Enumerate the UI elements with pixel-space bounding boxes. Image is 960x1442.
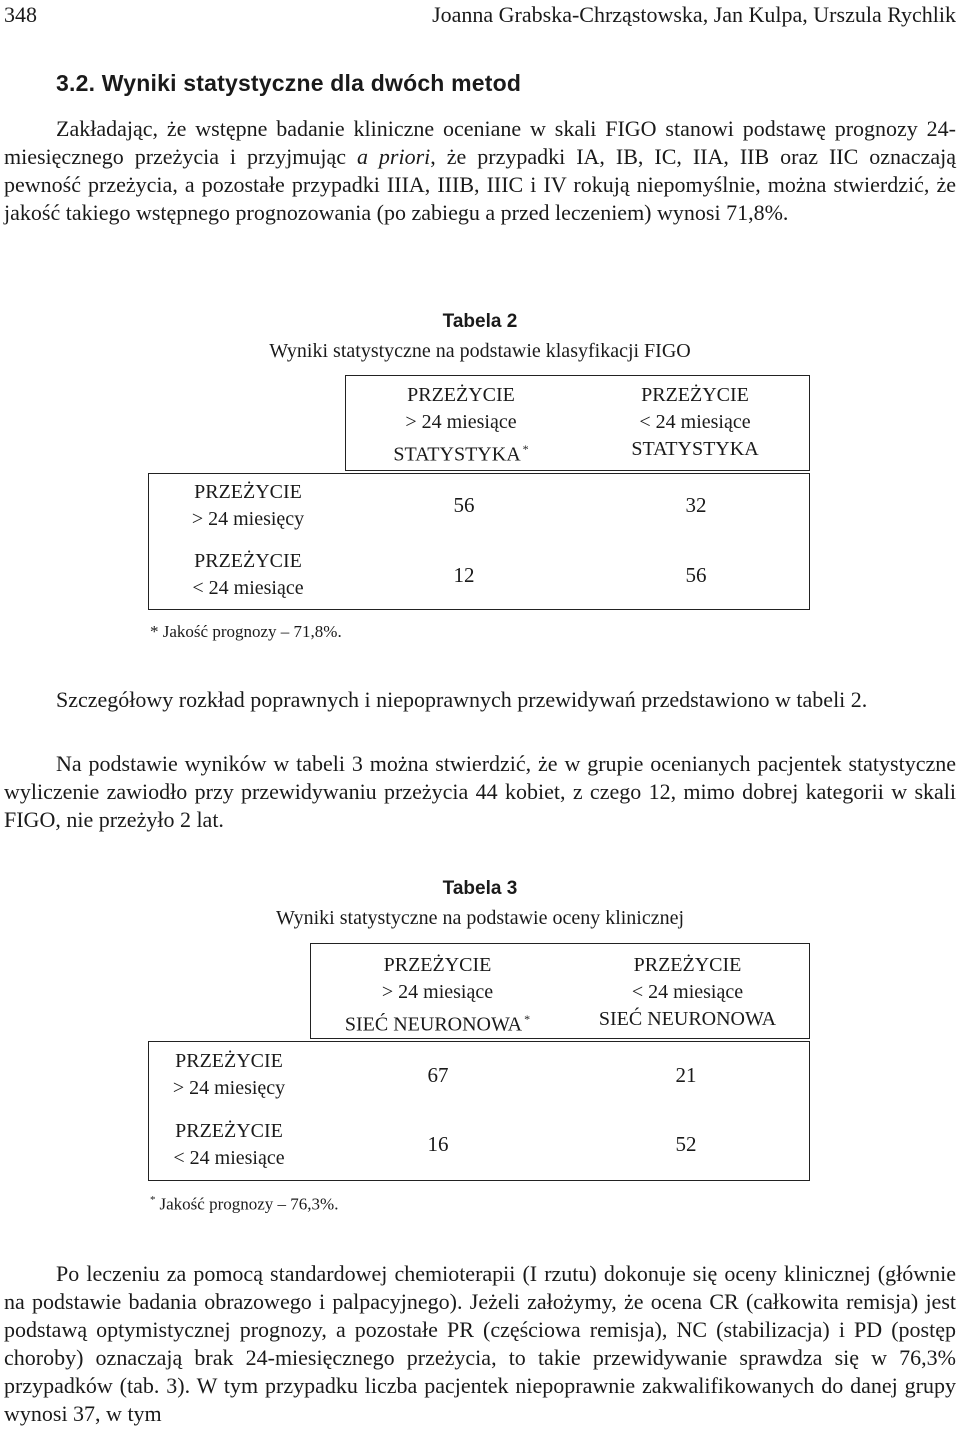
section-title: 3.2. Wyniki statystyczne dla dwóch metod — [56, 70, 522, 96]
table2-row1-line2: > 24 miesięcy — [191, 508, 305, 530]
running-head-authors: Joanna Grabska-Chrząstowska, Jan Kulpa, Urszula Rychlik — [432, 2, 956, 27]
table2-col1-line1: PRZEŻYCIE — [407, 384, 515, 406]
table2-footnote: * Jakość prognozy – 71,8%. — [150, 622, 342, 641]
table3-footnote-mark: * — [150, 1194, 156, 1206]
table3-col1-header — [310, 952, 565, 1039]
paragraph-intro-part1: Zakładając, że wstępne badanie kliniczne oceniane w skali FIGO stanowi podstawę prognozy 24-miesięcznego przeżycia i przyjmując — [4, 116, 956, 169]
table3-cell-r1c2: 21 — [675, 1063, 697, 1087]
table2-row2-line1: PRZEŻYCIE — [194, 550, 302, 572]
table2-title: Wyniki statystyczne na podstawie klasyfikacji FIGO — [269, 340, 691, 362]
paragraph-intro — [4, 115, 956, 227]
paragraph-table3-discussion: Na podstawie wyników w tabeli 3 można stwierdzić, że w grupie ocenianych pacjentek statystyczne wyliczenie zawiodło przy przewidywaniu przeżycia 44 kobiet, z czego 12, mimo dobrej kategorii w skali FIGO, nie przeżyło 2 lat. — [4, 751, 956, 832]
table3-col1-line3: SIEĆ NEURONOWA — [344, 1013, 523, 1036]
page-header — [0, 0, 960, 30]
table3-cell-r1c1: 67 — [427, 1063, 449, 1087]
table3-col2-line2: < 24 miesiące — [631, 981, 744, 1003]
table2-label: Tabela 2 — [442, 311, 518, 332]
table2-row1-header — [148, 479, 348, 533]
table3-col2-line3: SIEĆ NEURONOWA — [598, 1008, 777, 1030]
table2-row2-line2: < 24 miesiące — [192, 577, 304, 599]
paragraph-post-treatment: Po leczeniu za pomocą standardowej chemioterapii (I rzutu) dokonuje się oceny klinicznej (głównie na podstawie badania obrazowego i palpacyjnego). Jeżeli założymy, że ocena CR (całkowita remisja) jest podstawą optymistycznej prognozy, a pozostałe PR (częściowa remisja), NC (stabilizacja) i PD (postęp choroby) oznaczają brak 24-miesięcznego przeżycia, to takie przewidywanie sprawdza się w 76,3% przypadków (tab. 3). W tym przypadku liczba pacjentek niepoprawnie zakwalifikowanych do danej grupy wynosi 37, w tym — [4, 1261, 956, 1426]
table3-row2-header — [148, 1118, 310, 1172]
table2-cell-r2c1: 12 — [453, 563, 475, 587]
table2-col2-line3: STATYSTYKA — [631, 438, 759, 460]
table3-row1-header — [148, 1048, 310, 1102]
table3-col2-header — [565, 952, 810, 1033]
table2-col1-header — [345, 382, 577, 469]
table2-col1-mark: * — [522, 442, 529, 456]
table3-caption — [0, 877, 960, 931]
table2-col2-line2: < 24 miesiące — [639, 411, 751, 433]
table2-col1-line2: > 24 miesiące — [405, 411, 517, 433]
table3-row1-line1: PRZEŻYCIE — [175, 1050, 283, 1072]
table3-footnote-text: Jakość prognozy – 76,3%. — [159, 1194, 339, 1214]
table3-label: Tabela 3 — [442, 878, 518, 899]
table3-cell-r2c1: 16 — [427, 1132, 449, 1156]
table3-col1-line2: > 24 miesiące — [381, 981, 494, 1003]
table3-col1-line1: PRZEŻYCIE — [383, 954, 492, 976]
table2-row1-line1: PRZEŻYCIE — [194, 481, 302, 503]
table3-title: Wyniki statystyczne na podstawie oceny klinicznej — [275, 907, 685, 929]
table2-caption — [0, 310, 960, 364]
table2-cell-r1c2: 32 — [685, 493, 707, 517]
paragraph-table2-reference: Szczegółowy rozkład poprawnych i niepoprawnych przewidywań przedstawiono w tabeli 2. — [56, 687, 868, 712]
paragraph-intro-italic: a priori — [356, 144, 431, 169]
table2-cell-r1c1: 56 — [453, 493, 475, 517]
table2-col1-line3: STATYSTYKA — [393, 443, 521, 466]
table2-cell-r2c2: 56 — [685, 563, 707, 587]
table2-row2-header — [148, 548, 348, 602]
table2-col2-header — [580, 382, 810, 463]
table2-col2-line1: PRZEŻYCIE — [641, 384, 749, 406]
table3-col2-line1: PRZEŻYCIE — [633, 954, 742, 976]
page-number: 348 — [4, 2, 37, 27]
table3-row2-line1: PRZEŻYCIE — [175, 1120, 283, 1142]
table3-footnote — [150, 1194, 338, 1215]
table3-row1-line2: > 24 miesięcy — [172, 1077, 286, 1099]
table3-col1-mark: * — [524, 1012, 531, 1026]
paragraph-intro-part2: , że przypadki IA, IB, IC, IIA, IIB oraz IIC oznaczają pewność przeżycia, a pozostałe przypadki IIIA, IIIB, IIIC i IV rokują niepomyślnie, można stwierdzić, że jakość takiego wstępnego prognozowania (po zabiegu a przed leczeniem) wynosi 71,8%. — [4, 144, 956, 225]
table3-cell-r2c2: 52 — [675, 1132, 697, 1156]
table3-row2-line2: < 24 miesiące — [173, 1147, 285, 1169]
